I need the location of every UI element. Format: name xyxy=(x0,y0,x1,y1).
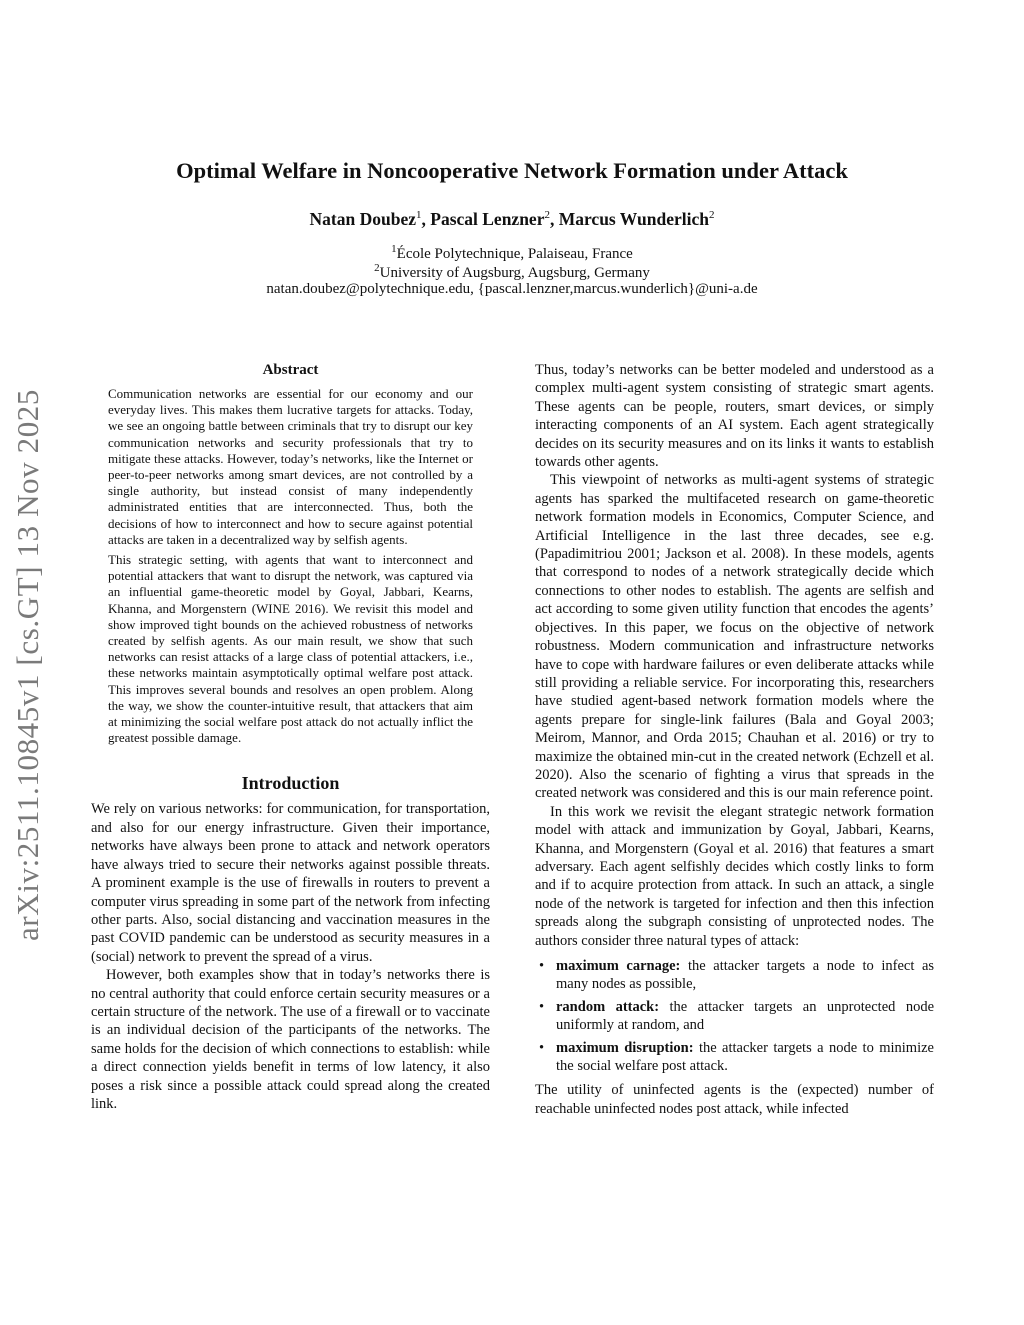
body-paragraph: In this work we revisit the elegant strategic network formation model with attack and immunization by Goyal, Jabbari, Kearns, Khanna, and Morgenstern (Goyal et al. 2016) that features a smart adversary. Each agent selfishly decides which costly links to form and if to acquire protection from attack. In such an attack, a single node of the network is targeted for infection and then this infection spreads along the subgraph consisting of unprotected nodes. The authors consider three natural types of attack: xyxy=(535,803,934,949)
author-affiliation-mark: 2 xyxy=(708,209,715,222)
introduction-heading: Introduction xyxy=(241,773,340,794)
body-paragraph: This viewpoint of networks as multi-agent systems of strategic agents has sparked the multifaceted research on game-theoretic network formation models in Economics, Computer Science, and Artificial Intelligence in the last three decades, see e.g. (Papadimitriou 2001; Jackson et al. 2008). In these models, agents that correspond to nodes of a network strategically decide which connections to other nodes to establish. The agents are selfish and act according to some given utility function that encodes the agents’ objectives. In this paper, we focus on the objective of network robustness. Modern communication and infrastructure networks have to cope with hardware failures or even deliberate attacks while still providing a reliable service. For incorporating this, researchers have studied agent-based network formation models where the agents prepare for single-link failures (Bala and Goyal 2003; Meirom, Mannor, and Orda 2015; Chauhan et al. 2016) or try to maximize the obtained min-cut in the created network (Echzell et al. 2020). Also the scenario of fighting a virus that spreads in the created network was considered and this is our main reference point. xyxy=(535,472,934,802)
list-item-term: maximum carnage: xyxy=(556,958,681,974)
right-column xyxy=(535,361,934,1118)
list-item-text: the attacker targets a node to minimize the social welfare post attack. xyxy=(556,1039,934,1075)
arxiv-identifier-stamp xyxy=(4,370,52,960)
list-item-text: the attacker targets an unprotected node uniformly at random, and xyxy=(556,998,934,1034)
body-paragraph: The utility of uninfected agents is the (expected) number of reachable uninfected nodes post attack, while infected xyxy=(535,1082,934,1117)
body-paragraph: We rely on various networks: for communication, for transportation, and also for our energy infrastructure. Given their importance, networks have always been prone to attack and network operators have always tried to secure their networks against possible threats. A prominent example is the use of firewalls in routers to prevent a computer virus spreading in some part of the network from infecting other parts. Also, social distancing and vaccination measures in the past COVID pandemic can be understood as security measures in a (social) network to prevent the spread of a virus. xyxy=(91,801,490,965)
author-name: Natan Doubez xyxy=(309,209,416,229)
affiliation-line xyxy=(0,243,1024,263)
author-affiliation-mark: 2 xyxy=(544,209,550,222)
author-name: Marcus Wunderlich xyxy=(558,209,709,229)
bullet-icon: • xyxy=(539,998,545,1015)
list-item xyxy=(539,998,934,1035)
bullet-icon: • xyxy=(539,1039,545,1056)
arxiv-identifier-text: arXiv:2511.10845v1 [cs.GT] 13 Nov 2025 xyxy=(10,388,45,942)
affiliation-mark: 2 xyxy=(374,262,380,274)
abstract-paragraph: Communication networks are essential for our economy and our everyday lives. This makes them lucrative targets for attacks. Today, we see an ongoing battle between criminals that try to disrupt our key communication networks and security professionals that try to mitigate these attacks. However, today’s networks, like the Internet or peer-to-peer networks among smart devices, are not controlled by a single authority, but instead consist of many independently administrated entities that are interconnected. Thus, both the decisions of how to interconnect and how to secure against potential attacks are taken in a decentralized way by selfish agents. xyxy=(108,386,473,547)
body-paragraph: However, both examples show that in today’s networks there is no central authority that could enforce certain security measures or a certain structure of the network. The use of a firewall or to vaccinate is an individual decision of the participants of the networks. The same holds for the decision of which connections to establish: while a direct connection yields benefit in terms of low latency, it also poses a risk since a possible attack could spread along the created link. xyxy=(91,967,490,1112)
bullet-icon: • xyxy=(539,958,545,974)
author-emails: natan.doubez@polytechnique.edu, {pascal.lenzner,marcus.wunderlich}@uni-a.de xyxy=(266,281,758,297)
author-affiliation-mark: 1 xyxy=(416,209,422,222)
author-list: Natan Doubez$^1$, Pascal Lenzner$^2$, Marcus Wunderlich$^2$ xyxy=(309,209,715,229)
list-item xyxy=(539,957,935,994)
paper-title: Optimal Welfare in Noncooperative Network Formation under Attack xyxy=(176,158,848,183)
list-item-text: the attacker targets a node to infect as many nodes as possible, xyxy=(556,958,935,993)
attack-types-list xyxy=(535,957,934,1075)
abstract-paragraph: This strategic setting, with agents that want to interconnect and potential attackers that want to disrupt the network, was captured via an influential game-theoretic model by Goyal, Jabbari, Kearns, Khanna, and Morgenstern (WINE 2016). We revisit this model and show improved tight bounds on the achieved robustness of networks created by selfish agents. As our main result, we show that such networks can resist attacks of a large class of potential attackers, i.e., these networks maintain asymptotically optimal welfare post attack. This improves several bounds and resolves an open problem. Along the way, we show the counter-intuitive result, that attackers that aim at minimizing the social welfare post attack do not actually inflict the greatest possible damage. xyxy=(108,552,473,746)
list-item-term: random attack: xyxy=(556,998,660,1015)
affiliation-text: University of Augsburg, Augsburg, Germany xyxy=(379,265,650,281)
author-name: Pascal Lenzner xyxy=(430,209,545,229)
left-column xyxy=(91,362,490,1113)
abstract-heading: Abstract xyxy=(262,362,319,378)
affiliation-text: École Polytechnique, Palaiseau, France xyxy=(396,246,633,262)
abstract-section xyxy=(108,362,473,746)
body-paragraph: Thus, today’s networks can be better modeled and understood as a complex multi-agent system consisting of strategic smart agents. These agents can be people, routers, smart devices, or simply interacting components of an AI system. Each agent strategically decides on its security measures and on its links it wants to establish towards other agents. xyxy=(535,362,934,471)
list-item xyxy=(539,1039,934,1076)
list-item-term: maximum disruption: xyxy=(556,1039,694,1056)
affiliation-mark: 1 xyxy=(391,243,397,255)
affiliation-line xyxy=(0,262,1024,282)
